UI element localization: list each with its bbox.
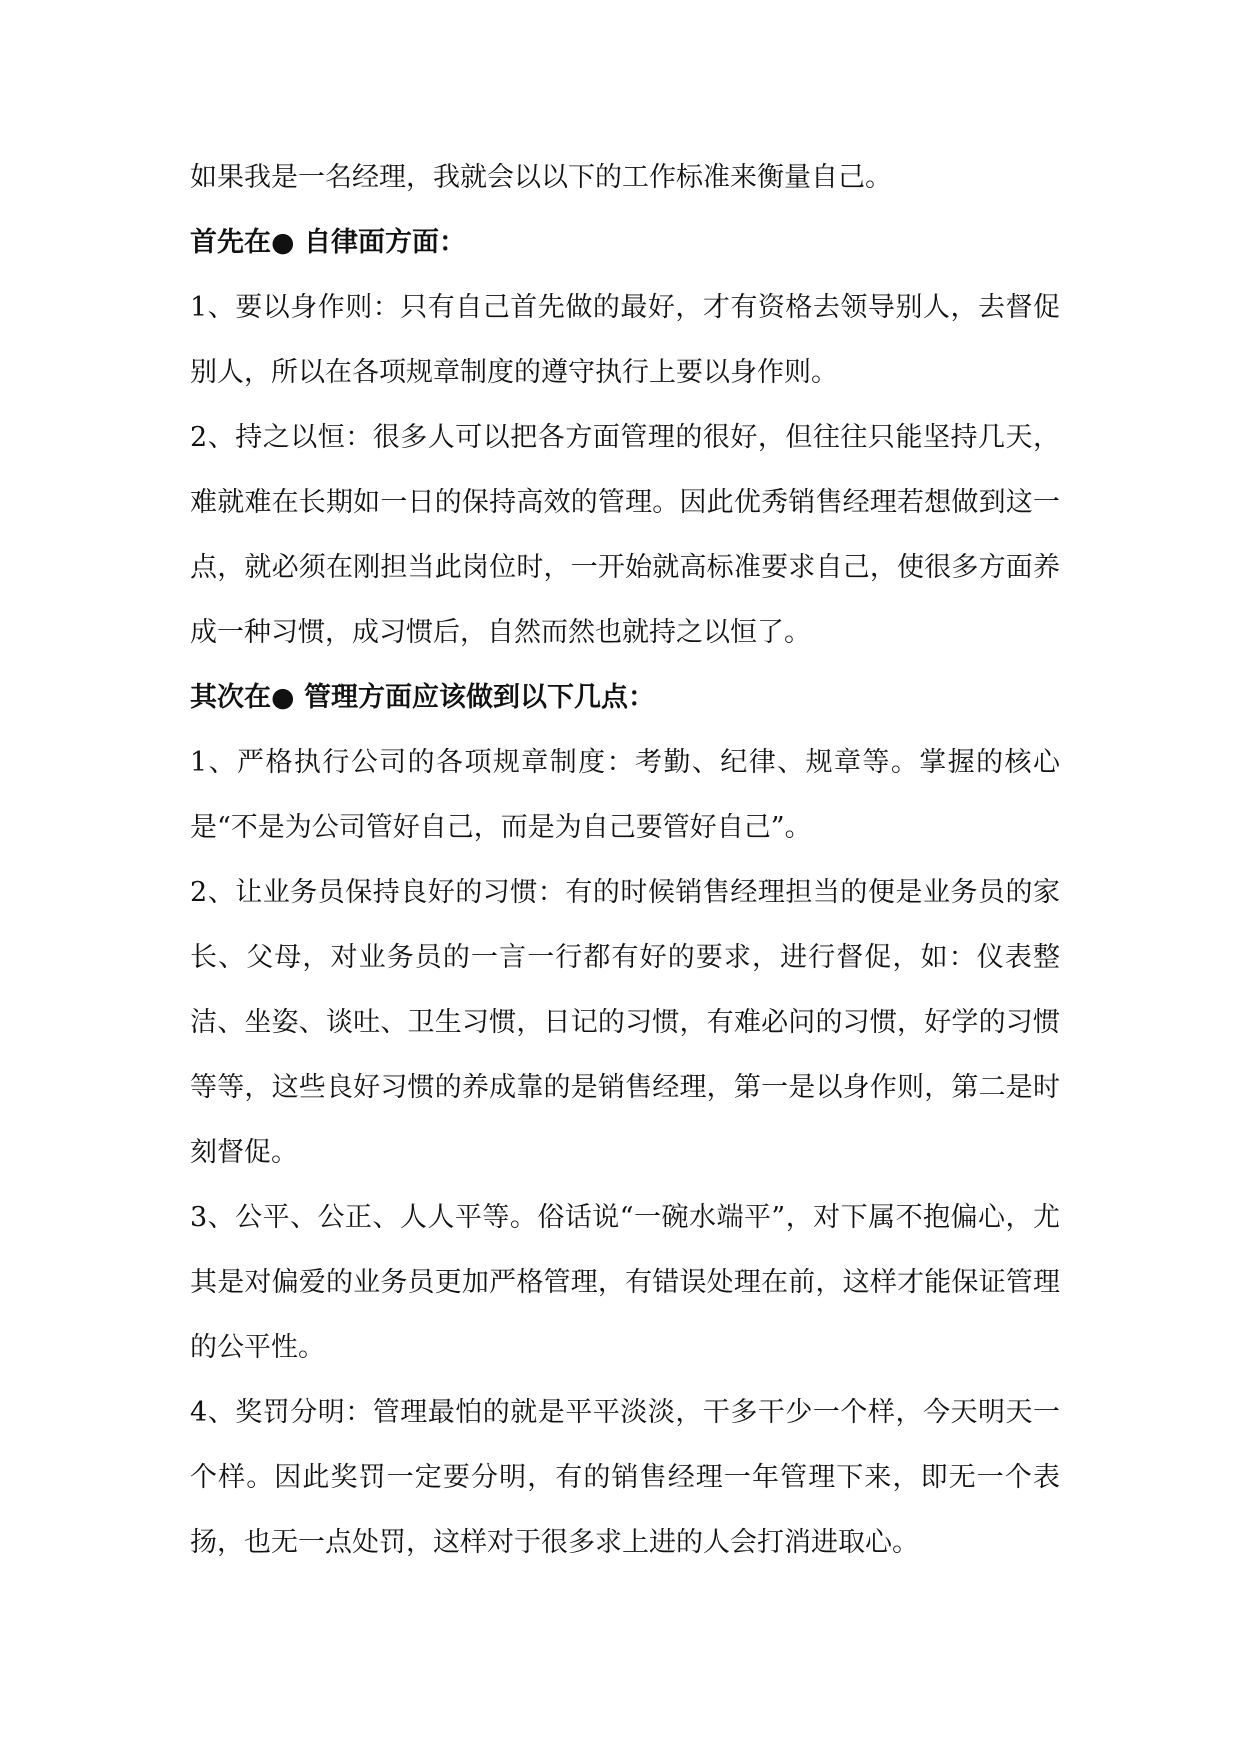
document-page (190, 145, 1060, 1575)
intro-paragraph: 如果我是一名经理，我就会以以下的工作标准来衡量自己。 (190, 162, 892, 193)
section-heading-management: 其次在● 管理方面应该做到以下几点： (190, 682, 655, 713)
list-item: 2、持之以恒：很多人可以把各方面管理的很好，但往往只能坚持几天，难就难在长期如一日的保持高效的管理。因此优秀销售经理若想做到这一点，就必须在刚担当此岗位时，一开始就高标准要求自己，使很多方面养成一种习惯，成习惯后，自然而然也就持之以恒了。 (190, 422, 1060, 648)
list-item: 4、奖罚分明：管理最怕的就是平平淡淡，干多干少一个样，今天明天一个样。因此奖罚一定要分明，有的销售经理一年管理下来，即无一个表扬，也无一点处罚，这样对于很多求上进的人会打消进取心。 (190, 1397, 1060, 1558)
list-item: 2、让业务员保持良好的习惯：有的时候销售经理担当的便是业务员的家长、父母，对业务员的一言一行都有好的要求，进行督促，如：仪表整洁、坐姿、谈吐、卫生习惯，日记的习惯，有难必问的习惯，好学的习惯等等，这些良好习惯的养成靠的是销售经理，第一是以身作则，第二是时刻督促。 (190, 877, 1060, 1168)
list-item: 3、公平、公正、人人平等。俗话说“一碗水端平”，对下属不抱偏心，尤其是对偏爱的业务员更加严格管理，有错误处理在前，这样才能保证管理的公平性。 (190, 1202, 1060, 1363)
list-item: 1、严格执行公司的各项规章制度：考勤、纪律、规章等。掌握的核心是“不是为公司管好自己，而是为自己要管好自己”。 (190, 747, 1060, 843)
list-item: 1、要以身作则：只有自己首先做的最好，才有资格去领导别人，去督促别人，所以在各项规章制度的遵守执行上要以身作则。 (190, 292, 1060, 388)
section-heading-self-discipline: 首先在● 自律面方面： (190, 227, 466, 258)
